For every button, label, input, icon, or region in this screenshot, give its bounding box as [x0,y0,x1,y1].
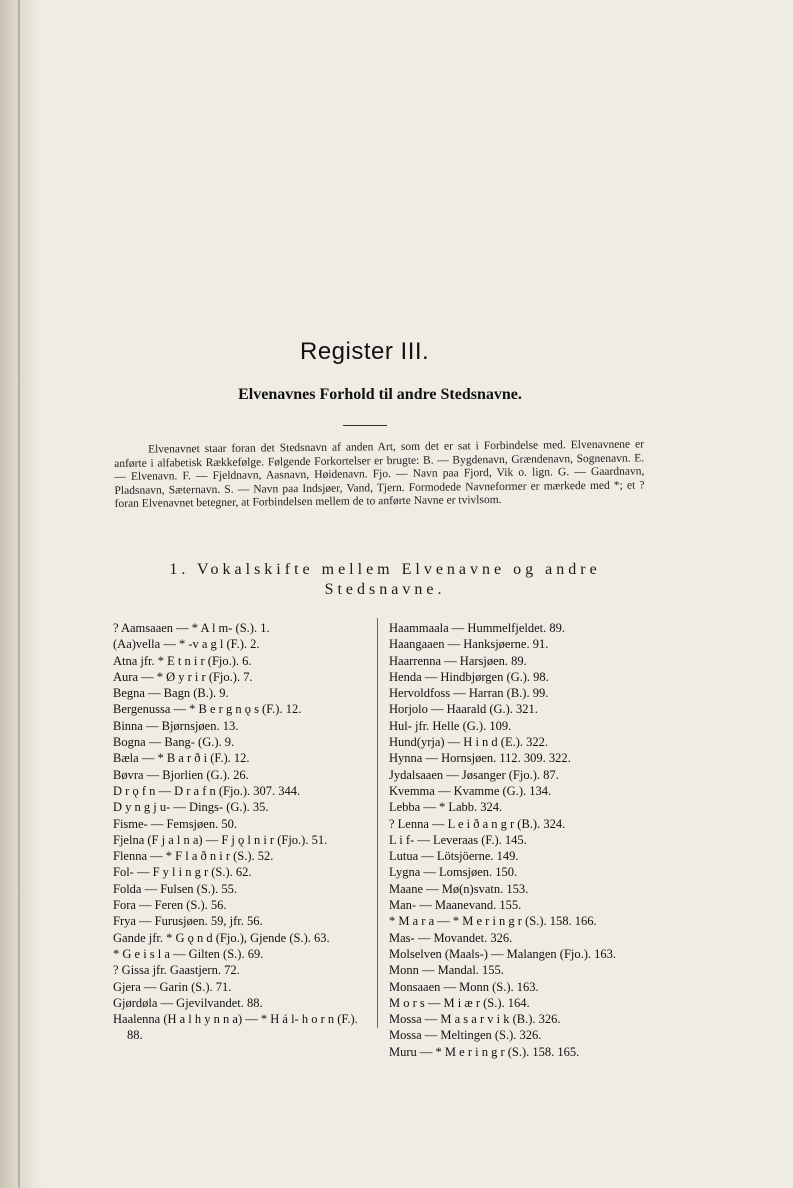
register-entry: Henda — Hindbjørgen (G.). 98. [389,669,549,684]
register-entry: L i f- — Leveraas (F.). 145. [389,832,527,847]
register-entry: Haarrenna — Harsjøen. 89. [389,653,527,668]
register-entry: Hund(yrja) — H i n d (E.). 322. [389,735,548,750]
register-entry: Fol- — F y l i n g r (S.). 62. [113,865,252,880]
register-entry: Mas- — Movandet. 326. [389,930,513,945]
book-spine-shadow [0,0,42,1188]
register-entry: Hul- jfr. Helle (G.). 109. [389,718,512,733]
register-entry: Haangaaen — Hanksjøerne. 91. [389,637,549,652]
section-title: 1. Vokalskifte mellem Elvenavne og andre Stedsnavne. [169,561,601,598]
register-entry: Molselven (Maals-) — Malangen (Fjo.). 163. [389,946,617,961]
register-entry: ? Gissa jfr. Gaastjern. 72. [113,963,240,978]
page-subheading: Elvenavnes Forhold til andre Stedsnavne. [238,386,522,403]
register-entry: Hervoldfoss — Harran (B.). 99. [389,686,549,701]
register-entry: Haalenna (H a l h y n n a) — * H á l- h o r n (F.). 88. [113,1012,358,1043]
register-entry: Lutua — Lötsjöerne. 149. [389,849,519,864]
register-entry: D y n g j u- — Dings- (G.). 35. [113,800,269,815]
register-entry: Binna — Bjørnsjøen. 13. [113,718,239,733]
register-entry: Monn — Mandal. 155. [389,963,504,978]
register-entry: Hynna — Hornsjøen. 112. 309. 322. [389,751,571,766]
register-entry: Folda — Fulsen (S.). 55. [113,881,237,896]
register-entry: Begna — Bagn (B.). 9. [113,686,229,701]
register-entry: Gjørdøla — Gjevilvandet. 88. [113,995,263,1010]
left-column [113,620,371,1044]
register-entry: Jydalsaaen — Jøsanger (Fjo.). 87. [389,767,559,782]
register-entry: M o r s — M i æ r (S.). 164. [389,995,530,1010]
register-entry: Aura — * Ø y r i r (Fjo.). 7. [113,669,253,684]
register-entry: Atna jfr. * E t n i r (Fjo.). 6. [113,653,252,668]
register-entry: Frya — Furusjøen. 59, jfr. 56. [113,914,263,929]
register-entry: Bergenussa — * B e r g n ǫ s (F.). 12. [113,702,302,717]
register-entry: Bæla — * B a r ð i (F.). 12. [113,751,250,766]
register-entry: Bogna — Bang- (G.). 9. [113,735,235,750]
register-entry: Bøvra — Bjorlien (G.). 26. [113,767,249,782]
register-entry: Maane — Mø(n)svatn. 153. [389,881,529,896]
register-entry: ? Aamsaaen — * A l m- (S.). 1. [113,621,270,635]
heading-rule [343,425,387,426]
register-entry: (Aa)vella — * -v a g l (F.). 2. [113,637,260,652]
register-entry: Fisme- — Femsjøen. 50. [113,816,237,831]
register-entry: Fjelna (F j a l n a) — F j ǫ l n i r (Fjo.). 51. [113,832,328,847]
register-entry: Mossa — Meltingen (S.). 326. [389,1028,542,1043]
register-entry: Gjera — Garin (S.). 71. [113,979,232,994]
register-entry: Flenna — * F l a ð n i r (S.). 52. [113,849,274,864]
page-heading: Register III. [300,338,430,365]
register-entry: Gande jfr. * G ǫ n d (Fjo.), Gjende (S.). 63. [113,930,330,945]
register-entry: Horjolo — Haarald (G.). 321. [389,702,538,717]
register-entry: Kvemma — Kvamme (G.). 134. [389,783,552,798]
intro-paragraph: Elvenavnet staar foran det Stedsnavn af anden Art, som det er sat i Forbindelse med. Elvenavnene er anførte i alfabetisk Rækkefølge. Følgende Forkortelser er brugte: B. — Bygdenavn, Grændenavn, Sognenavn. E. — Elvenavn. F. — Fjeldnavn, Aasnavn, Høidenavn. Fjo. — Navn paa Fjord, Vik o. lign. G. — Gaardnavn, Pladsnavn, Sæternavn. S. — Navn paa Indsjøer, Vand, Tjern. Formodede Navneformer er mærkede med *; et ? foran Elvenavnet betegner, at Forbindelsen mellem de to anførte Navne er tvivlsom. [114,438,645,510]
register-entry: D r ǫ f n — D r a f n (Fjo.). 307. 344. [113,783,301,798]
column-divider [377,618,378,1028]
register-entry: Haammaala — Hummelfjeldet. 89. [389,621,565,635]
register-entry: Mossa — M a s a r v i k (B.). 326. [389,1012,561,1027]
binding-edge [18,0,20,1188]
register-entry: * G e i s l a — Gilten (S.). 69. [113,946,264,961]
register-entry: Monsaaen — Monn (S.). 163. [389,979,539,994]
register-entry: Fora — Feren (S.). 56. [113,898,227,913]
register-entry: Lebba — * Labb. 324. [389,800,503,815]
register-entry: Lygna — Lomsjøen. 150. [389,865,518,880]
register-entry: ? Lenna — L e i ð a n g r (B.). 324. [389,816,566,831]
register-entry: Muru — * M e r i n g r (S.). 158. 165. [389,1044,580,1059]
register-entry: * M a r a — * M e r i n g r (S.). 158. 166. [389,914,597,929]
register-entry: Man- — Maanevand. 155. [389,898,522,913]
right-column [389,620,651,1060]
